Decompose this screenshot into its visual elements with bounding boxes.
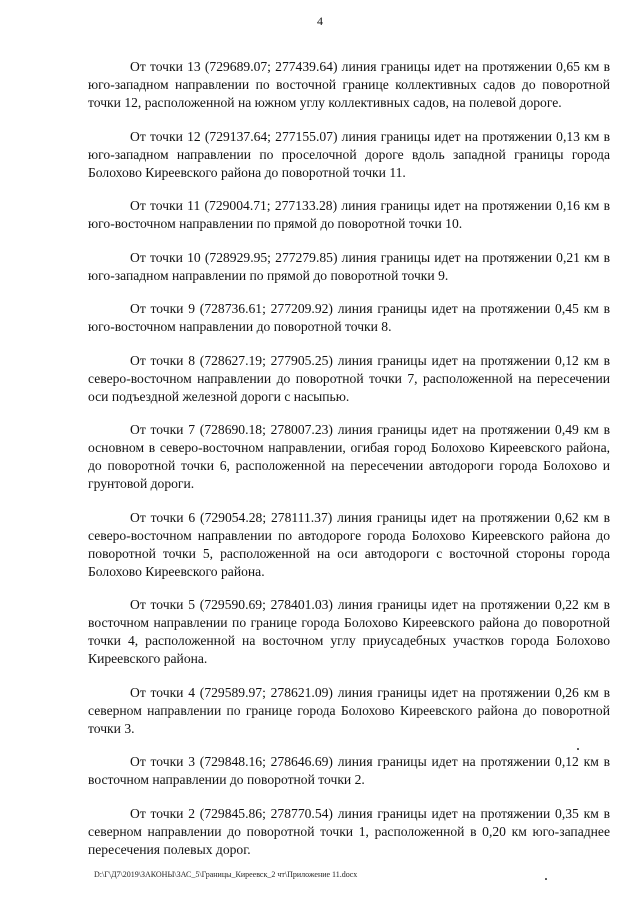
paragraph-point-5: От точки 5 (729590.69; 278401.03) линия границы идет на протяжении 0,22 км в восточном направлении по границе города Болохово Киреевского района до поворотной точки 4, расположенной на восточном углу приусадебных участков города Болохово Киреевского района. [88, 597, 610, 666]
scan-speck [577, 748, 579, 750]
paragraph-point-8: От точки 8 (728627.19; 277905.25) линия границы идет на протяжении 0,12 км в северо-восточном направлении до поворотной точки 7, расположенной на пересечении оси подъездной железной дороги с насыпью. [88, 352, 610, 404]
paragraph-point-9: От точки 9 (728736.61; 277209.92) линия границы идет на протяжении 0,45 км в юго-восточном направлении до поворотной точки 8. [88, 301, 610, 334]
paragraph-point-4: От точки 4 (729589.97; 278621.09) линия границы идет на протяжении 0,26 км в северном направлении по границе города Болохово Киреевского района до поворотной точки 3. [88, 684, 610, 736]
paragraph-point-11: От точки 11 (729004.71; 277133.28) линия границы идет на протяжении 0,16 км в юго-восточном направлении по прямой до поворотной точки 10. [88, 198, 610, 231]
paragraph-point-10: От точки 10 (728929.95; 277279.85) линия границы идет на протяжении 0,21 км в юго-западном направлении по прямой до поворотной точки 9. [88, 249, 610, 283]
paragraph-point-7: От точки 7 (728690.18; 278007.23) линия границы идет на протяжении 0,49 км в основном в северо-восточном направлении, огибая город Болохово Киреевского района, до поворотной точки 6, расположенной на пересечении автодороги города Болохово и грунтовой дороги. [88, 422, 610, 491]
paragraph-point-6: От точки 6 (729054.28; 278111.37) линия границы идет на протяжении 0,62 км в северо-восточном направлении по автодороге города Болохово Киреевского района до поворотной точки 5, расположенной на оси автодороги с восточной стороны города Болохово Киреевского района. [88, 509, 610, 579]
paragraph-point-13: От точки 13 (729689.07; 277439.64) линия границы идет на протяжении 0,65 км в юго-западном направлении по восточной границе коллективных садов до поворотной точки 12, расположенной на южном углу коллективных садов, на полевой дороге. [88, 59, 610, 110]
scan-speck [545, 878, 547, 880]
paragraph-point-12: От точки 12 (729137.64; 277155.07) линия границы идет на протяжении 0,13 км в юго-западном направлении по проселочной дороге вдоль западной границы города Болохово Киреевского района до поворотной точки 11. [88, 128, 610, 180]
paragraph-point-3: От точки 3 (729848.16; 278646.69) линия границы идет на протяжении 0,12 км в восточном направлении до поворотной точки 2. [88, 754, 610, 787]
paragraph-point-2: От точки 2 (729845.86; 278770.54) линия границы идет на протяжении 0,35 км в северном направлении до поворотной точки 1, расположенной в 0,20 км юго-западнее пересечения полевых дорог. [88, 805, 610, 857]
page-number: 4 [317, 14, 323, 28]
footer-file-path: D:\Г\Д7\2019\ЗАКОНЫ\ЗАС_5\Границы_Киреевск_2 чт\Приложение 11.docx [94, 870, 358, 879]
document-body [88, 58, 610, 874]
